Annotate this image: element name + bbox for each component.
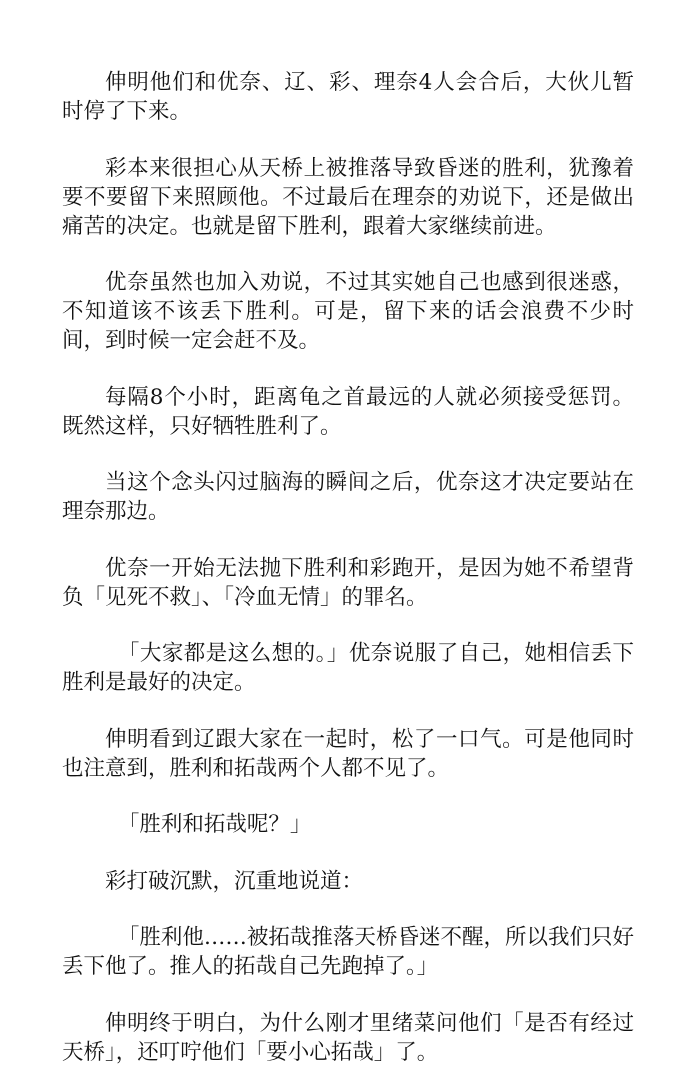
paragraph-8: 伸明看到辽跟大家在一起时，松了一口气。可是他同时也注意到，胜利和拓哉两个人都不见了。 bbox=[62, 726, 634, 781]
paragraph-5: 当这个念头闪过脑海的瞬间之后，优奈这才决定要站在理奈那边。 bbox=[62, 470, 634, 524]
paragraph-4: 每隔8个小时，距离龟之首最远的人就必须接受惩罚。既然这样，只好牺牲胜利了。 bbox=[62, 384, 634, 439]
paragraph-2: 彩本来很担心从天桥上被推落导致昏迷的胜利，犹豫着要不要留下来照顾他。不过最后在理奈的劝说下，还是做出痛苦的决定。也就是留下胜利，跟着大家继续前进。 bbox=[62, 155, 634, 239]
paragraph-9: 「胜利和拓哉呢？」 bbox=[117, 812, 312, 837]
paragraph-12: 伸明终于明白，为什么刚才里绪菜问他们「是否有经过天桥」，还叮咛他们「要小心拓哉」了。 bbox=[62, 1010, 634, 1065]
paragraph-10: 彩打破沉默，沉重地说道： bbox=[105, 868, 364, 894]
paragraph-11: 「胜利他……被拓哉推落天桥昏迷不醒，所以我们只好丢下他了。推人的拓哉自己先跑掉了。」 bbox=[62, 925, 634, 979]
paragraph-6: 优奈一开始无法抛下胜利和彩跑开，是因为她不希望背负「见死不救」、「冷血无情」的罪名。 bbox=[62, 555, 634, 610]
paragraph-7: 「大家都是这么想的。」优奈说服了自己，她相信丢下胜利是最好的决定。 bbox=[62, 641, 634, 695]
paragraph-1: 伸明他们和优奈、辽、彩、理奈4人会合后，大伙儿暂时停了下来。 bbox=[62, 70, 634, 124]
paragraph-3: 优奈虽然也加入劝说，不过其实她自己也感到很迷惑，不知道该不该丢下胜利。可是，留下来的话会浪费不少时间，到时候一定会赶不及。 bbox=[62, 270, 634, 353]
